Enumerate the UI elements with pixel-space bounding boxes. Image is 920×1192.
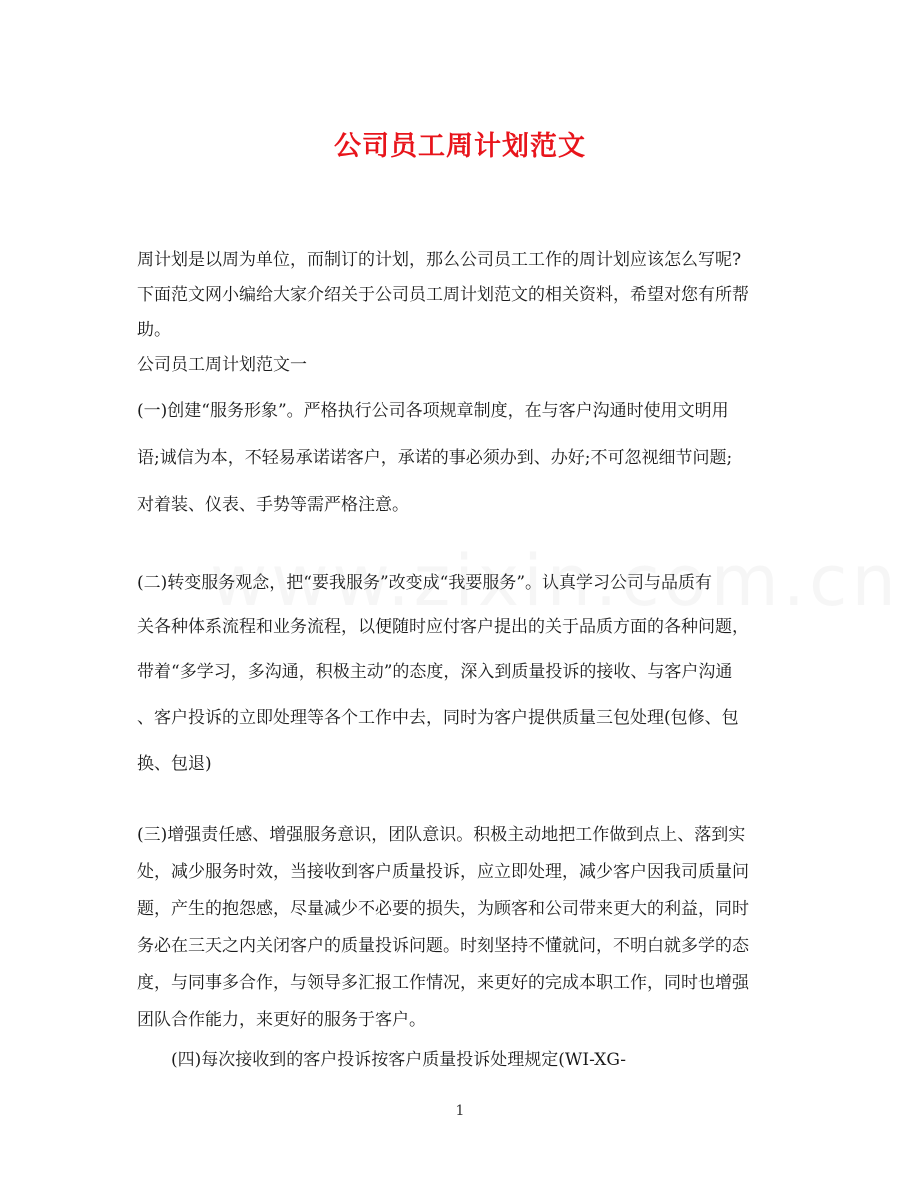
paragraph-line: 度，与同事多合作，与领导多汇报工作情况，来更好的完成本职工作，同时也增强: [137, 973, 749, 993]
paragraph-1: [137, 388, 787, 529]
paragraph-4: [137, 1042, 787, 1079]
paragraph-2: [137, 561, 787, 787]
paragraph-line: 对着装、仪表、手势等需严格注意。: [137, 495, 409, 515]
paragraph-line: (四)每次接收到的客户投诉按客户质量投诉处理规定(WI-XG-: [137, 1050, 626, 1070]
paragraph-line: 换、包退): [137, 754, 212, 774]
paragraph-line: 务必在三天之内关闭客户的质量投诉问题。时刻坚持不懂就问，不明白就多学的态: [137, 936, 749, 956]
paragraph-line: (二)转变服务观念，把“要我服务”改变成“我要服务”。认真学习公司与品质有: [137, 573, 713, 593]
paragraph-line: 团队合作能力，来更好的服务于客户。: [137, 1010, 426, 1030]
paragraph-line: (三)增强责任感、增强服务意识，团队意识。积极主动地把工作做到点上、落到实: [137, 825, 746, 845]
intro-paragraph: [137, 243, 787, 383]
intro-line: 周计划是以周为单位，而制订的计划，那么公司员工工作的周计划应该怎么写呢?: [137, 250, 742, 270]
paragraph-line: 题，产生的抱怨感，尽量减少不必要的损失，为顾客和公司带来更大的利益，同时: [137, 899, 749, 919]
paragraph-line: 关各种体系流程和业务流程，以便随时应付客户提出的关于品质方面的各种问题，: [137, 617, 749, 637]
paragraph-line: 语;诚信为本，不轻易承诺诺客户，承诺的事必须办到、办好;不可忽视细节问题;: [137, 448, 733, 468]
paragraph-line: 带着“多学习，多沟通，积极主动”的态度，深入到质量投诉的接收、与客户沟通: [137, 662, 733, 682]
intro-line: 下面范文网小编给大家介绍关于公司员工周计划范文的相关资料，希望对您有所帮: [137, 285, 749, 305]
document-title: 公司员工周计划范文: [334, 131, 586, 162]
paragraph-line: 、客户投诉的立即处理等各个工作中去，同时为客户提供质量三包处理(包修、包: [137, 708, 739, 728]
intro-line: 助。: [137, 320, 171, 340]
page-number: 1: [455, 1103, 465, 1119]
paragraph-line: 处，减少服务时效，当接收到客户质量投诉，应立即处理，减少客户因我司质量问: [137, 862, 749, 882]
section-heading: 公司员工周计划范文一: [137, 355, 307, 375]
paragraph-3: [137, 817, 787, 1039]
paragraph-line: (一)创建“服务形象”。严格执行公司各项规章制度，在与客户沟通时使用文明用: [137, 401, 729, 421]
